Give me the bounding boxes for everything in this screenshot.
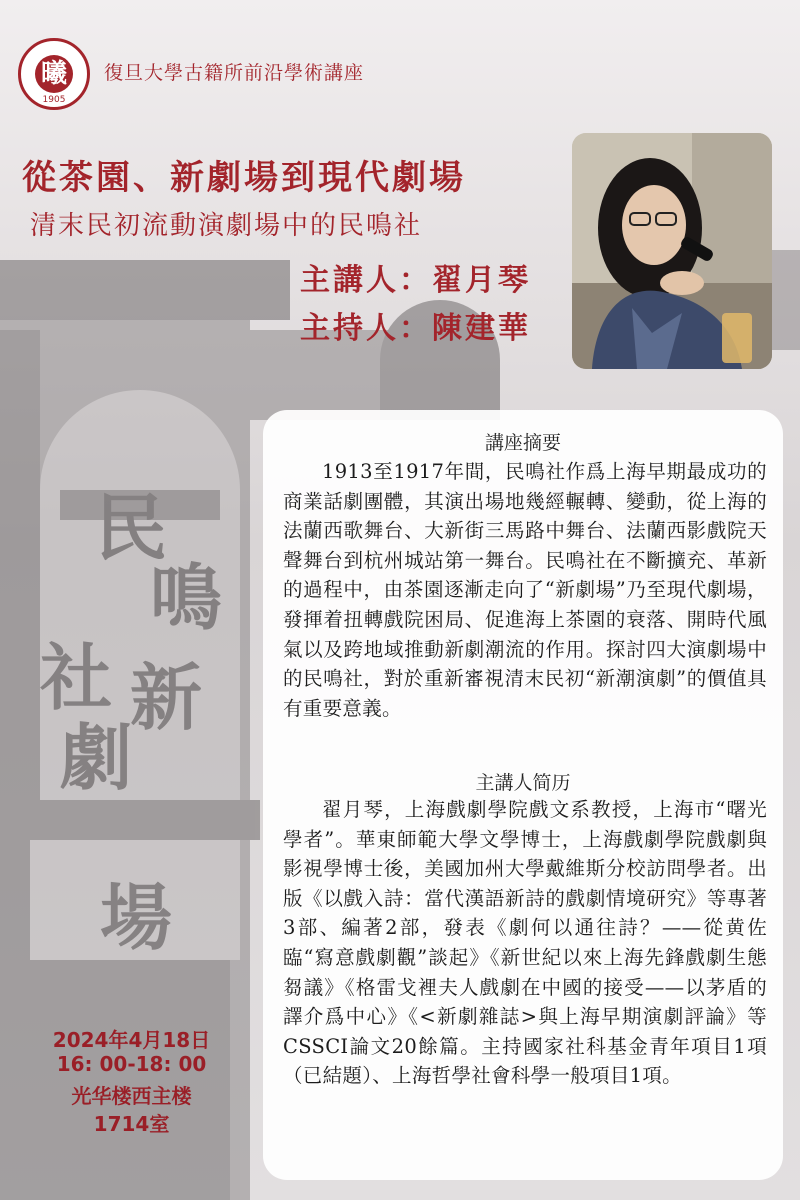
fudan-logo <box>18 38 90 110</box>
speaker-name: 翟月琴 <box>432 263 531 298</box>
event-room: 1714室 <box>93 1112 170 1136</box>
abstract-heading: 講座摘要 <box>484 432 561 454</box>
bio-text: 翟月琴，上海戲劇學院戲文系教授，上海市“曙光學者”。華東師範大學文學博士，上海戲劇學院戲劇與影視學博士後，美國加州大學戴維斯分校訪問學者。出版《以戲入詩：當代漢語新詩的戲劇情境研究》等專著3部、編著2部，發表《劇何以通往詩？——從黄佐臨“寫意戲劇觀”談起》《新世紀以來上海先鋒戲劇生態芻議》《格雷戈裡夫人戲劇在中國的接受——以茅盾的譯介爲中心》《<新劇雜誌>與上海早期演劇評論》等CSSCI論文20餘篇。主持國家社科基金青年項目1項（已結題）、上海哲學社會科學一般項目1項。 <box>283 798 767 1088</box>
lecture-subtitle: 清末民初流動演劇場中的民鳴社 <box>30 211 423 241</box>
event-date: 2024年4月18日 <box>52 1028 211 1052</box>
institute-name: 復旦大學古籍所前沿學術講座 <box>104 62 365 84</box>
event-time: 16: 00-18: 00 <box>56 1052 207 1076</box>
event-building: 光华楼西主楼 <box>71 1084 192 1108</box>
background-archway-photo: 民 鳴 社 新 劇 場 <box>0 240 800 1200</box>
lecture-title: 從茶園、新劇場到現代劇場 <box>22 158 466 198</box>
bio-heading: 主講人简历 <box>475 772 571 794</box>
speaker-line <box>300 255 531 299</box>
speaker-label: 主講人： <box>300 263 432 298</box>
logo-year: 1905 <box>42 95 66 105</box>
abstract-text: 1913至1917年間，民鳴社作爲上海早期最成功的商業話劇團體，其演出場地幾經輾轉、變動，從上海的法蘭西歌舞台、大新街三馬路中舞台、法蘭西影戲院天聲舞台到杭州城站第一舞台。民鳴社在不斷擴充、革新的過程中，由茶園逐漸走向了“新劇場”乃至現代劇場，發揮着扭轉戲院困局、促進海上茶園的衰落、開時代風氣以及跨地域推動新劇潮流的作用。探討四大演劇場中的民鳴社，對於重新審視清末民初“新潮演劇”的價值具有重要意義。 <box>283 460 767 720</box>
speaker-photo <box>572 133 772 369</box>
host-line <box>300 303 531 347</box>
logo-emblem: 曦 <box>35 55 73 93</box>
host-label: 主持人： <box>300 311 432 346</box>
host-name: 陳建華 <box>432 311 531 346</box>
